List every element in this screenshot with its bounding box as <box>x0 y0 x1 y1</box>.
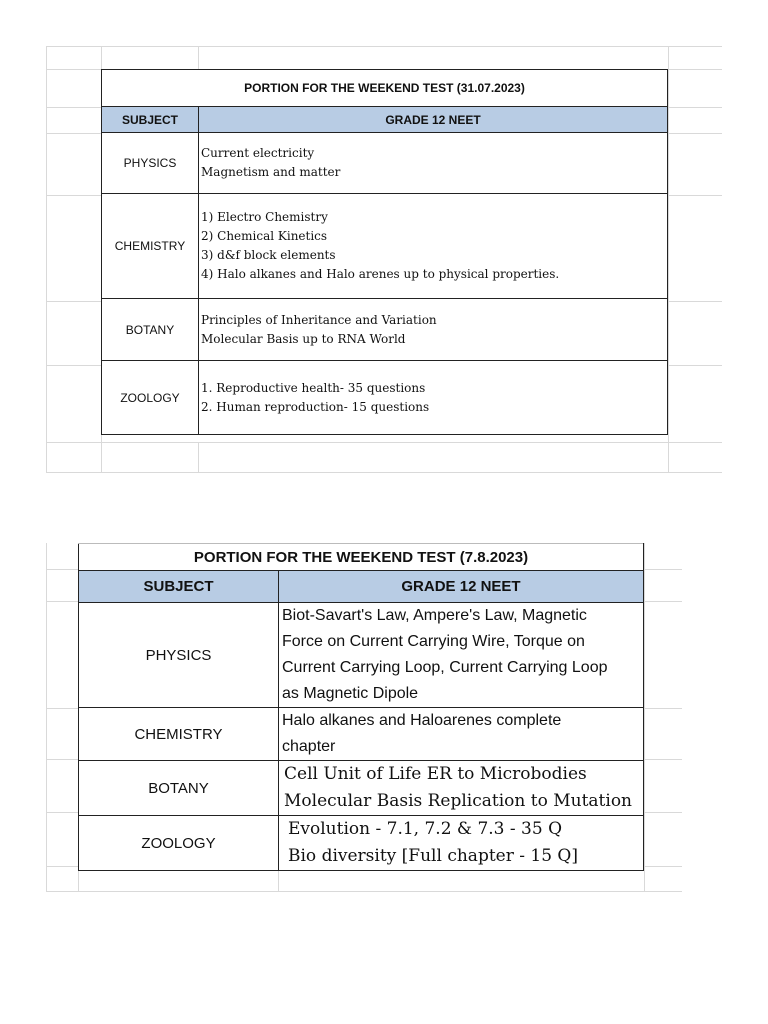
table-row <box>79 761 644 816</box>
table-row <box>79 816 644 871</box>
portion-zoology <box>199 361 668 435</box>
portion-botany <box>199 299 668 361</box>
subject-chemistry: CHEMISTRY <box>102 194 199 299</box>
subject-physics: PHYSICS <box>102 133 199 194</box>
subject-header: SUBJECT <box>102 107 199 133</box>
grade-header: GRADE 12 NEET <box>279 571 644 603</box>
weekend-test-table-31-07 <box>101 69 668 435</box>
subject-header: SUBJECT <box>79 571 279 603</box>
table-row <box>102 299 668 361</box>
portion-line: Molecular Basis Replication to Mutation <box>284 791 633 811</box>
portion-line: Force on Current Carrying Wire, Torque on <box>282 633 585 650</box>
portion-line: 1. Reproductive health- 35 questions <box>201 380 426 395</box>
portion-line: Principles of Inheritance and Variation <box>201 312 437 327</box>
subject-chemistry: CHEMISTRY <box>79 708 279 761</box>
portion-line: Current Carrying Loop, Current Carrying Loop <box>282 659 608 676</box>
portion-line: as Magnetic Dipole <box>282 685 419 702</box>
portion-line: 3) d&f block elements <box>201 248 336 262</box>
portion-line: Molecular Basis up to RNA World <box>201 331 406 346</box>
portion-line: Evolution - 7.1, 7.2 & 7.3 - 35 Q <box>288 819 563 839</box>
grade-header: GRADE 12 NEET <box>199 107 668 133</box>
portion-line: 2) Chemical Kinetics <box>201 229 328 243</box>
portion-line: 4) Halo alkanes and Halo arenes up to physical properties. <box>201 267 560 281</box>
table-row <box>79 603 644 708</box>
portion-line: chapter <box>282 738 336 755</box>
subject-physics: PHYSICS <box>79 603 279 708</box>
subject-zoology: ZOOLOGY <box>102 361 199 435</box>
subject-zoology: ZOOLOGY <box>79 816 279 871</box>
portion-line: Cell Unit of Life ER to Microbodies <box>284 764 587 784</box>
table-title: PORTION FOR THE WEEKEND TEST (31.07.2023) <box>102 70 668 107</box>
portion-botany <box>279 761 644 816</box>
table-row <box>102 133 668 194</box>
portion-zoology <box>279 816 644 871</box>
portion-physics <box>199 133 668 194</box>
portion-chemistry <box>199 194 668 299</box>
portion-line: 1) Electro Chemistry <box>201 210 328 224</box>
subject-botany: BOTANY <box>102 299 199 361</box>
table-row <box>79 708 644 761</box>
table-row <box>102 194 668 299</box>
portion-line: Magnetism and matter <box>201 165 341 179</box>
subject-botany: BOTANY <box>79 761 279 816</box>
portion-line: Current electricity <box>201 146 315 160</box>
portion-line: Bio diversity [Full chapter - 15 Q] <box>288 846 578 866</box>
weekend-test-table-7-8 <box>78 543 644 871</box>
portion-line: 2. Human reproduction- 15 questions <box>201 399 430 414</box>
portion-line: Halo alkanes and Haloarenes complete <box>282 712 562 729</box>
table-title: PORTION FOR THE WEEKEND TEST (7.8.2023) <box>79 544 644 571</box>
table-row <box>102 361 668 435</box>
portion-line: Biot-Savart's Law, Ampere's Law, Magnetic <box>282 607 587 624</box>
portion-physics <box>279 603 644 708</box>
portion-chemistry <box>279 708 644 761</box>
